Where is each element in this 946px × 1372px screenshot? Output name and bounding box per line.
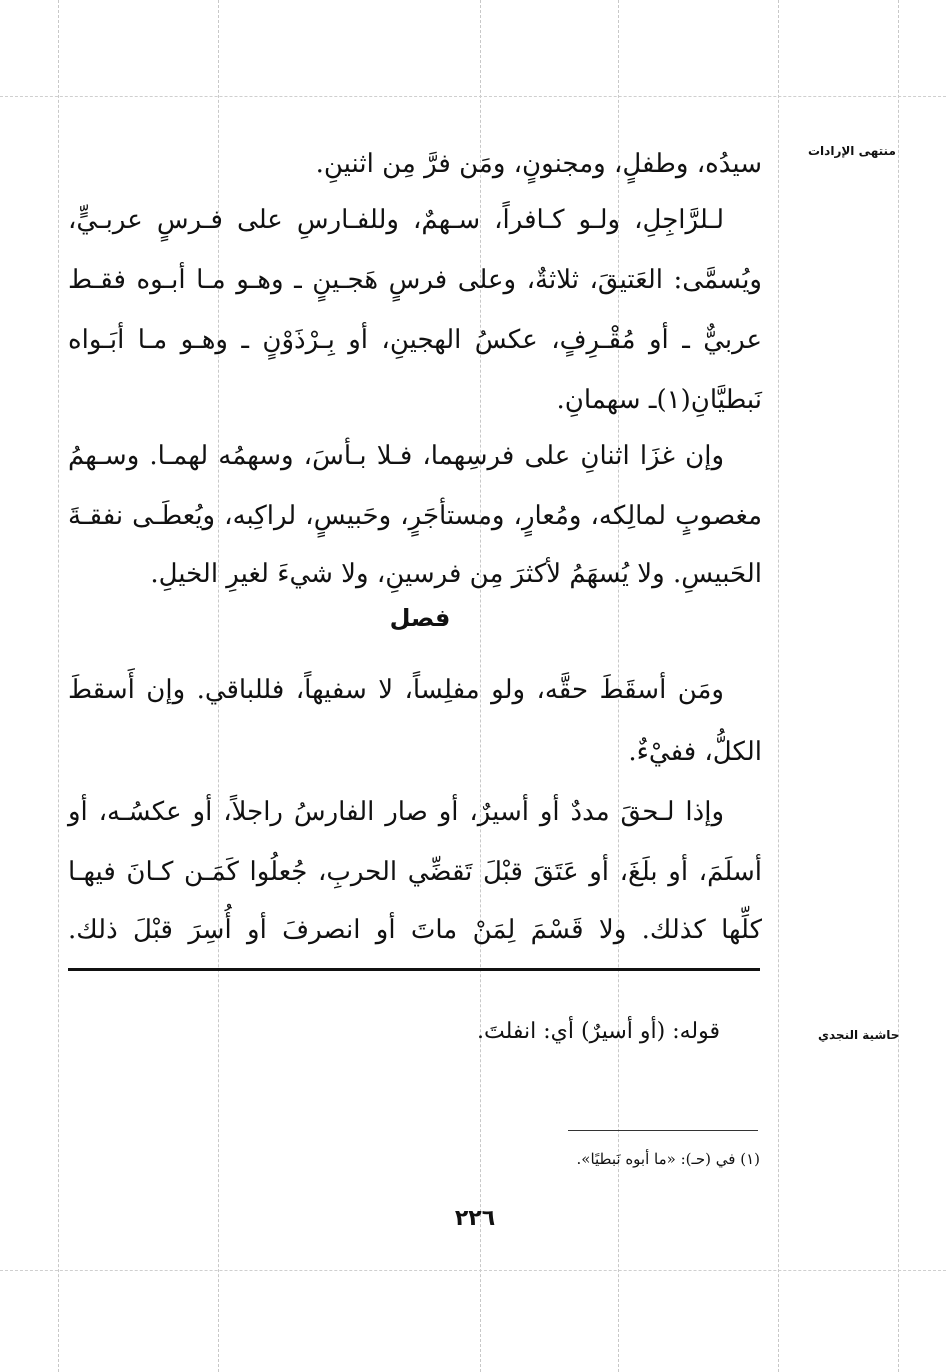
text-line: ومَن أسقَطَ حقَّه، ولو مفلِساً، لا سفيهاً، فللباقي. وإن أَسقطَ	[68, 675, 724, 705]
text-line: لـلرَّاجِلِ، ولـو كـافراً، سـهمٌ، وللفـارسِ على فـرسٍ عربـيٍّ،	[68, 205, 724, 235]
footnote-rule	[568, 1130, 758, 1131]
text-line: نَبطيَّانِ(١)ـ سهمانِ.	[556, 385, 762, 415]
hashiya-separator-rule	[68, 968, 760, 971]
section-heading: فصل	[389, 604, 451, 632]
text-line: الكلُّ، ففيْءٌ.	[628, 737, 762, 767]
page-number: ٢٢٦	[454, 1206, 496, 1231]
footnote: (١) في (حـ): «ما أبوه نَبطيًا».	[576, 1150, 760, 1168]
text-line: ويُسمَّى: العَتيقَ، ثلاثةٌ، وعلى فرسٍ هَجـينٍ ـ وهـو مـا أبـوه فقـط	[68, 265, 762, 295]
text-line: وإن غزَا اثنانِ على فرسِهما، فـلا بـأسَ، وسهمُه لهمـا. وسـهمُ	[68, 441, 724, 471]
text-line: عربيٌّ ـ أو مُقْـرِفٍ، عكسُ الهجينِ، أو بِـرْذَوْنٍ ـ وهـو مـا أبَـواه	[68, 325, 762, 355]
text-line: وإذا لـحقَ مددٌ أو أسيرٌ، أو صار الفارسُ راجلاً، أو عكسُـه، أو	[68, 797, 724, 827]
text-line: سيدُه، وطفلٍ، ومجنونٍ، ومَن فرَّ مِن اثنينِ.	[315, 149, 762, 179]
text-line: الحَبيسِ. ولا يُسهَمُ لأكثرَ مِن فرسينِ، ولا شيءَ لغيرِ الخيلِ.	[150, 559, 762, 589]
side-label-hashiya: حاشية النجدي	[818, 1028, 900, 1042]
text-line: كلِّها كذلك. ولا قَسْمَ لِمَنْ ماتَ أو انصرفَ أو أُسِرَ قبْلَ ذلك.	[68, 915, 762, 945]
guide-line	[778, 0, 779, 1372]
hashiya-note: قوله: (أو أسيرٌ) أي: انفلتَ.	[477, 1019, 720, 1044]
text-line: أسلَمَ، أو بلَغَ، أو عَتَقَ قبْلَ تَقضِّي الحربِ، جُعلُوا كَمَـن كـانَ فيهـا	[68, 857, 762, 887]
guide-line	[58, 0, 59, 1372]
guide-line	[898, 0, 899, 1372]
text-line: مغصوبٍ لمالِكه، ومُعارٍ، ومستأجَرٍ، وحَبيسٍ، لراكِبه، ويُعطَـى نفقـةَ	[68, 501, 762, 531]
side-label-book-title: منتهى الإرادات	[808, 144, 896, 158]
guide-line	[0, 1270, 946, 1271]
guide-line	[0, 96, 946, 97]
